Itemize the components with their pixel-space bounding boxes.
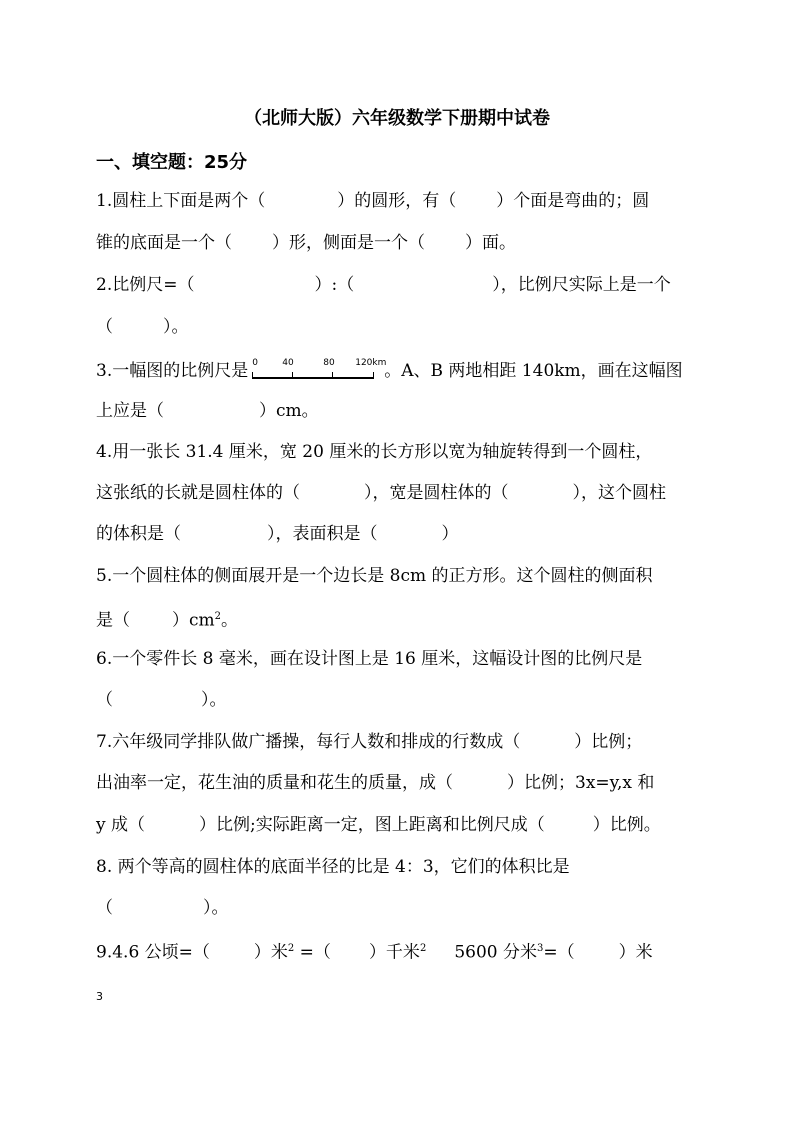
question-5-line-2: 是（ ）$cm^2$。 <box>96 610 239 631</box>
scale-label: 120km <box>355 357 387 368</box>
question-5-line-1: 5.一个圆柱体的侧面展开是一个边长是 8cm 的正方形。这个圆柱的侧面积 <box>96 566 653 586</box>
question-9-line-1: 9.4.6 公顷=（ ）米$^2$ =（ ）千米$^2$ 5600 分米$^3$=（ ）米 <box>96 942 653 963</box>
question-7-line-3: y 成（ ）比例;实际距离一定，图上距离和比例尺成（ ）比例。 <box>96 815 661 835</box>
question-6-line-2: （ ）。 <box>96 690 227 710</box>
scale-label: 0 <box>252 357 258 368</box>
question-7-line-1: 7.六年级同学排队做广播操，每行人数和排成的行数成（ ）比例； <box>96 732 643 752</box>
question-4-line-2: 这张纸的长就是圆柱体的（ ），宽是圆柱体的（ ），这个圆柱 <box>96 483 666 503</box>
question-8-line-2: （ ）。 <box>96 898 229 918</box>
scale-label: 40 <box>282 357 294 368</box>
question-3-line-1: 3.一幅图的比例尺是 0 40 80 120km 。A、B 两地相距 140km，画在这幅图 <box>96 350 700 392</box>
page-number: 3 <box>96 990 103 1003</box>
question-4-line-3: 的体积是（ ），表面积是（ ） <box>96 524 459 544</box>
page-title: （北师大版）六年级数学下册期中试卷 <box>244 108 550 129</box>
section-heading-fill-blanks: 一、填空题：25分 <box>96 152 248 173</box>
scale-label: 80 <box>323 357 335 368</box>
question-2-line-2: （ ）。 <box>96 317 189 337</box>
question-3-line-2: 上应是（ ）cm。 <box>96 401 319 421</box>
question-1-line-1: 1.圆柱上下面是两个（ ）的圆形，有（ ）个面是弯曲的；圆 <box>96 191 650 211</box>
question-4-line-1: 4.用一张长 31.4 厘米，宽 20 厘米的长方形以宽为轴旋转得到一个圆柱， <box>96 442 653 462</box>
question-6-line-1: 6.一个零件长 8 毫米，画在设计图上是 16 厘米，这幅设计图的比例尺是 <box>96 649 643 669</box>
scale-bar <box>252 357 387 384</box>
question-1-line-2: 锥的底面是一个（ ）形，侧面是一个（ ）面。 <box>96 233 516 253</box>
question-8-line-1: 8. 两个等高的圆柱体的底面半径的比是 4：3，它们的体积比是 <box>96 857 570 877</box>
question-7-line-2: 出油率一定，花生油的质量和花生的质量，成（ ）比例；3x=y,x 和 <box>96 773 655 793</box>
question-2-line-1: 2.比例尺=（ ）:（ ），比例尺实际上是一个 <box>96 275 671 295</box>
